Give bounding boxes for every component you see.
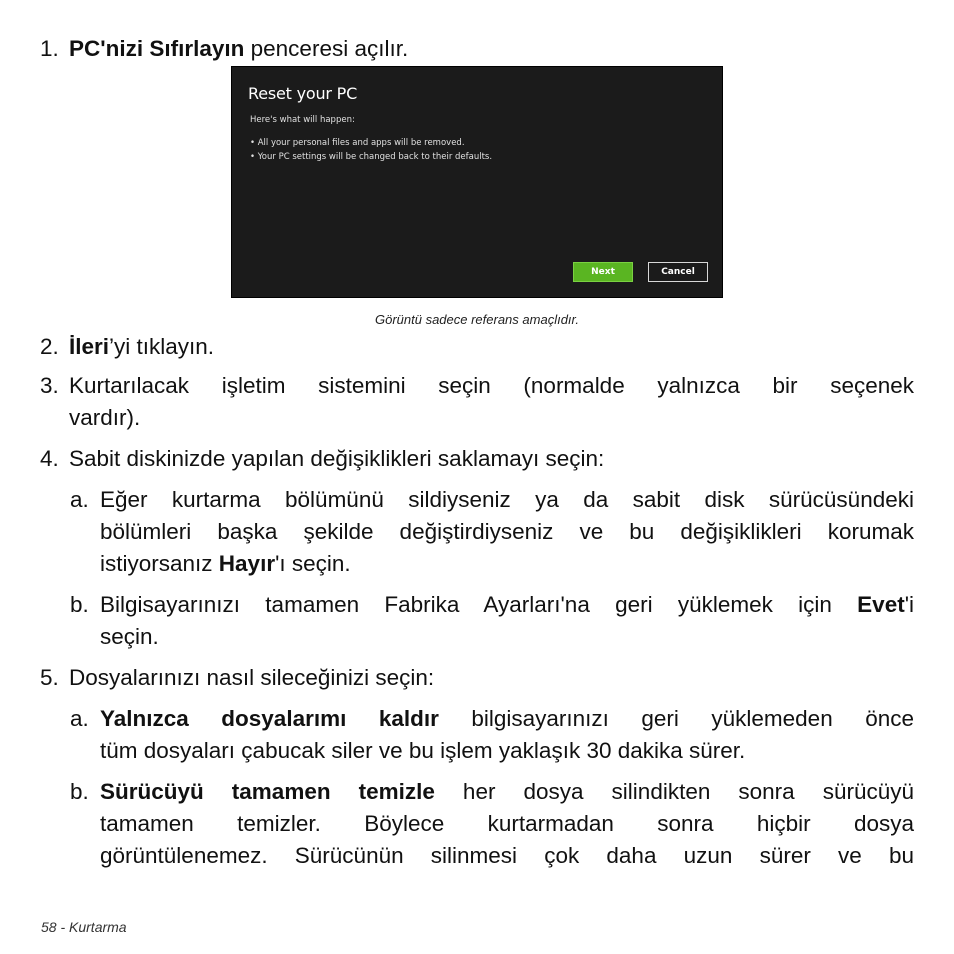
step-5a-line-1-post: bilgisayarınızı geri yüklemeden önce — [438, 706, 914, 731]
step-4a-bold: Hayır — [218, 551, 276, 576]
step-5b-line-1 — [100, 775, 914, 808]
step-1-text — [69, 32, 408, 65]
step-3-line-2: vardır). — [69, 405, 141, 430]
step-5b-line-2: tamamen temizler. Böylece kurtarmadan sonra hiçbir dosya — [100, 811, 914, 836]
step-4a-line-3 — [100, 547, 351, 580]
step-4a-line-2: bölümleri başka şekilde değiştirdiyseniz ve bu değişiklikleri korumak — [100, 519, 914, 544]
step-4b-line-1 — [100, 588, 914, 621]
reset-pc-bullet-2: • Your PC settings will be changed back to their defaults. — [250, 152, 493, 162]
step-4b-line-1-pre: Bilgisayarınızı tamamen Fabrika Ayarları'na geri yüklemek için — [100, 592, 858, 617]
step-2-rest: ’yi tıklayın. — [109, 334, 215, 359]
step-4b-label: b. — [70, 592, 89, 617]
cancel-button[interactable]: Cancel — [648, 262, 708, 282]
step-5a-line-2: tüm dosyaları çabucak siler ve bu işlem yaklaşık 30 dakika sürer. — [100, 738, 746, 763]
step-4a-line-3-pre: istiyorsanız — [100, 551, 219, 576]
step-5a-line-1 — [100, 702, 914, 735]
step-4-text: Sabit diskinizde yapılan değişiklikleri saklamayı seçin: — [69, 446, 605, 471]
reset-pc-subtitle: Here's what will happen: — [250, 115, 355, 125]
step-1-number: 1. — [40, 36, 59, 61]
step-5b-bold: Sürücüyü tamamen temizle — [100, 779, 435, 804]
step-1-rest: penceresi açılır. — [244, 36, 409, 61]
step-4a-line-1: Eğer kurtarma bölümünü sildiyseniz ya da sabit disk sürücüsündeki — [100, 487, 914, 512]
reset-pc-screenshot — [231, 66, 723, 298]
step-5-text: Dosyalarınızı nasıl sileceğinizi seçin: — [69, 665, 435, 690]
step-2-number: 2. — [40, 334, 59, 359]
step-4a-line-3-post: 'ı seçin. — [275, 551, 351, 576]
step-5b-line-1-post: her dosya silindikten sonra sürücüyü — [434, 779, 914, 804]
step-2-bold: İleri — [69, 334, 110, 359]
reset-pc-bullet-1: • All your personal files and apps will be removed. — [250, 138, 465, 148]
step-4b-line-1-post: 'i — [904, 592, 914, 617]
step-5b-line-3: görüntülenemez. Sürücünün silinmesi çok daha uzun sürer ve bu — [100, 843, 914, 868]
page-footer: 58 - Kurtarma — [41, 919, 127, 935]
step-3-line-1: Kurtarılacak işletim sistemini seçin (normalde yalnızca bir seçenek — [69, 373, 914, 398]
step-2-text — [69, 330, 214, 363]
step-1-bold: PC'nizi Sıfırlayın — [69, 36, 245, 61]
image-caption: Görüntü sadece referans amaçlıdır. — [374, 312, 579, 327]
step-5b-label: b. — [70, 779, 89, 804]
step-5a-label: a. — [70, 706, 89, 731]
step-3-number: 3. — [40, 373, 59, 398]
next-button[interactable]: Next — [573, 262, 633, 282]
step-4a-label: a. — [70, 487, 89, 512]
step-4b-bold: Evet — [857, 592, 905, 617]
step-4-number: 4. — [40, 446, 59, 471]
reset-pc-title: Reset your PC — [248, 84, 358, 103]
step-4b-line-2: seçin. — [100, 624, 159, 649]
step-5a-bold: Yalnızca dosyalarımı kaldır — [100, 706, 439, 731]
step-5-number: 5. — [40, 665, 59, 690]
